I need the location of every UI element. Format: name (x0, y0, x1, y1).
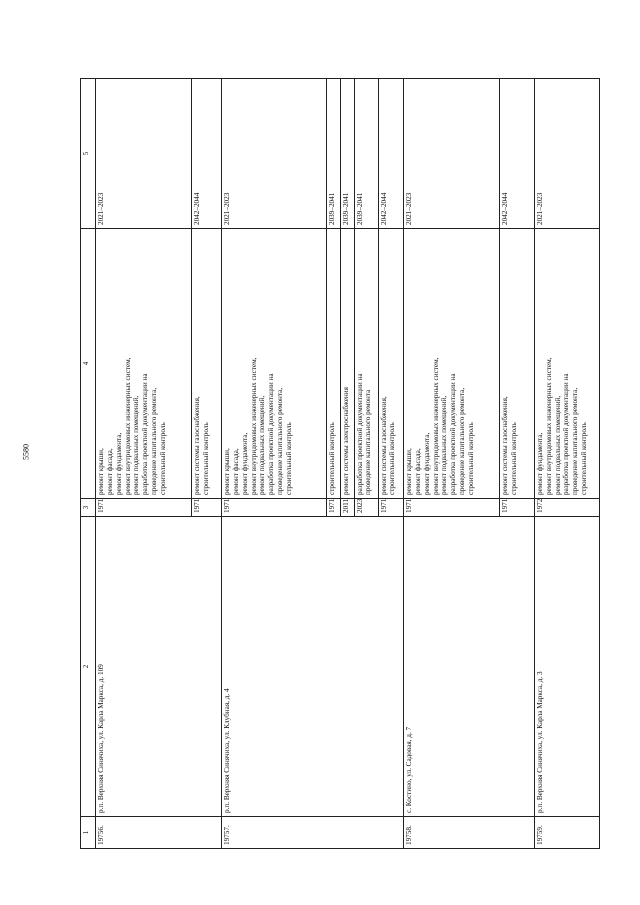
header-cell: 5 (81, 79, 96, 229)
work-item: строительный контроль (509, 422, 518, 495)
header-cell: 3 (81, 499, 96, 517)
works-cell (534, 229, 599, 499)
work-item: ремонт крыши, (223, 448, 232, 495)
capital-repair-table (80, 78, 600, 849)
year-cell: 2011 (340, 499, 354, 517)
year-cell: 2023 (354, 499, 378, 517)
work-item: ремонт внутридомовых инженерных систем, (431, 357, 440, 495)
work-item: ремонт внутридомовых инженерных систем, (123, 357, 132, 495)
row-number-cell: 19756. (96, 817, 222, 849)
row-number-cell: 19759. (534, 817, 599, 849)
work-item: строительный контроль (579, 422, 588, 495)
work-item: ремонт фасада, (231, 448, 240, 495)
work-item: ремонт фундамента, (422, 432, 431, 495)
table-row (96, 79, 192, 849)
year-cell: 1971 (499, 499, 534, 517)
work-item: ремонт системы газоснабжения, (192, 396, 201, 495)
header-row (81, 79, 96, 849)
row-number-cell: 19758. (404, 817, 535, 849)
period-cell: 2021–2023 (404, 79, 500, 229)
header-cell: 2 (81, 517, 96, 817)
work-item: строительный контроль (466, 422, 475, 495)
work-item: ремонт системы электроснабжения (341, 387, 350, 495)
work-item: разработка проектной документации на (141, 373, 150, 495)
work-item: ремонт фасада, (414, 448, 423, 495)
year-cell: 1971 (327, 499, 341, 517)
work-item: разработка проектной документации на (355, 373, 364, 495)
work-item: проведение капитального ремонта, (275, 387, 284, 495)
work-item: строительный контроль (328, 422, 337, 495)
address-cell: с. Костино, ул. Садовая, д. 7 (404, 517, 535, 817)
row-number-cell: 19757. (222, 817, 404, 849)
work-item: строительный контроль (201, 422, 210, 495)
work-item: ремонт крыши, (97, 448, 106, 495)
works-cell (340, 229, 354, 499)
work-item: ремонт фундамента, (114, 432, 123, 495)
works-cell (191, 229, 221, 499)
work-item: ремонт подвальных помещений, (258, 395, 267, 495)
year-cell: 1971 (222, 499, 327, 517)
work-item: проведение капитального ремонта, (149, 387, 158, 495)
work-item: ремонт подвальных помещений, (440, 395, 449, 495)
address-cell: р.п. Верхняя Синячиха, ул. Карла Маркса, д. 109 (96, 517, 222, 817)
works-cell (354, 229, 378, 499)
period-cell: 2039–2041 (340, 79, 354, 229)
work-item: разработка проектной документации на (267, 373, 276, 495)
work-item: проведение капитального ремонта, (457, 387, 466, 495)
work-item: строительный контроль (158, 422, 167, 495)
works-cell (222, 229, 327, 499)
work-item: разработка проектной документации на (562, 373, 571, 495)
work-item: ремонт подвальных помещений, (132, 395, 141, 495)
work-item: ремонт фундамента, (535, 432, 544, 495)
address-cell: р.п. Верхняя Синячиха, ул. Карла Маркса, д. 3 (534, 517, 599, 817)
work-item: ремонт внутридомовых инженерных систем, (249, 357, 258, 495)
work-item: строительный контроль (284, 422, 293, 495)
work-item: ремонт системы газоснабжения, (500, 396, 509, 495)
works-cell (404, 229, 500, 499)
work-item: ремонт подвальных помещений, (553, 395, 562, 495)
header-cell: 1 (81, 817, 96, 849)
period-cell: 2021–2023 (222, 79, 327, 229)
year-cell: 1971 (191, 499, 221, 517)
year-cell: 1971 (96, 499, 192, 517)
table-row (222, 79, 327, 849)
year-cell: 1971 (378, 499, 404, 517)
work-item: проведение капитального ремонта, (571, 387, 580, 495)
header-cell: 4 (81, 229, 96, 499)
work-item: ремонт фундамента, (240, 432, 249, 495)
works-cell (499, 229, 534, 499)
work-item: проведение капитального ремонта (364, 389, 373, 495)
year-cell: 1972 (534, 499, 599, 517)
period-cell: 2039–2041 (327, 79, 341, 229)
period-cell: 2042–2044 (499, 79, 534, 229)
works-cell (96, 229, 192, 499)
works-cell (378, 229, 404, 499)
work-item: ремонт фасада, (105, 448, 114, 495)
address-cell: р.п. Верхняя Синячиха, ул. Клубная, д. 4 (222, 517, 404, 817)
rotated-table-container (80, 79, 600, 849)
period-cell: 2042–2044 (378, 79, 404, 229)
table-row (534, 79, 599, 849)
works-cell (327, 229, 341, 499)
period-cell: 2021–2023 (534, 79, 599, 229)
work-item: разработка проектной документации на (449, 373, 458, 495)
page-number: 5580 (21, 444, 31, 460)
work-item: ремонт внутридомовых инженерных систем, (544, 357, 553, 495)
work-item: ремонт крыши, (405, 448, 414, 495)
work-item: строительный контроль (388, 422, 397, 495)
period-cell: 2042–2044 (191, 79, 221, 229)
period-cell: 2039–2041 (354, 79, 378, 229)
work-item: ремонт системы газоснабжения, (379, 396, 388, 495)
table-row (404, 79, 500, 849)
year-cell: 1971 (404, 499, 500, 517)
period-cell: 2021–2023 (96, 79, 192, 229)
